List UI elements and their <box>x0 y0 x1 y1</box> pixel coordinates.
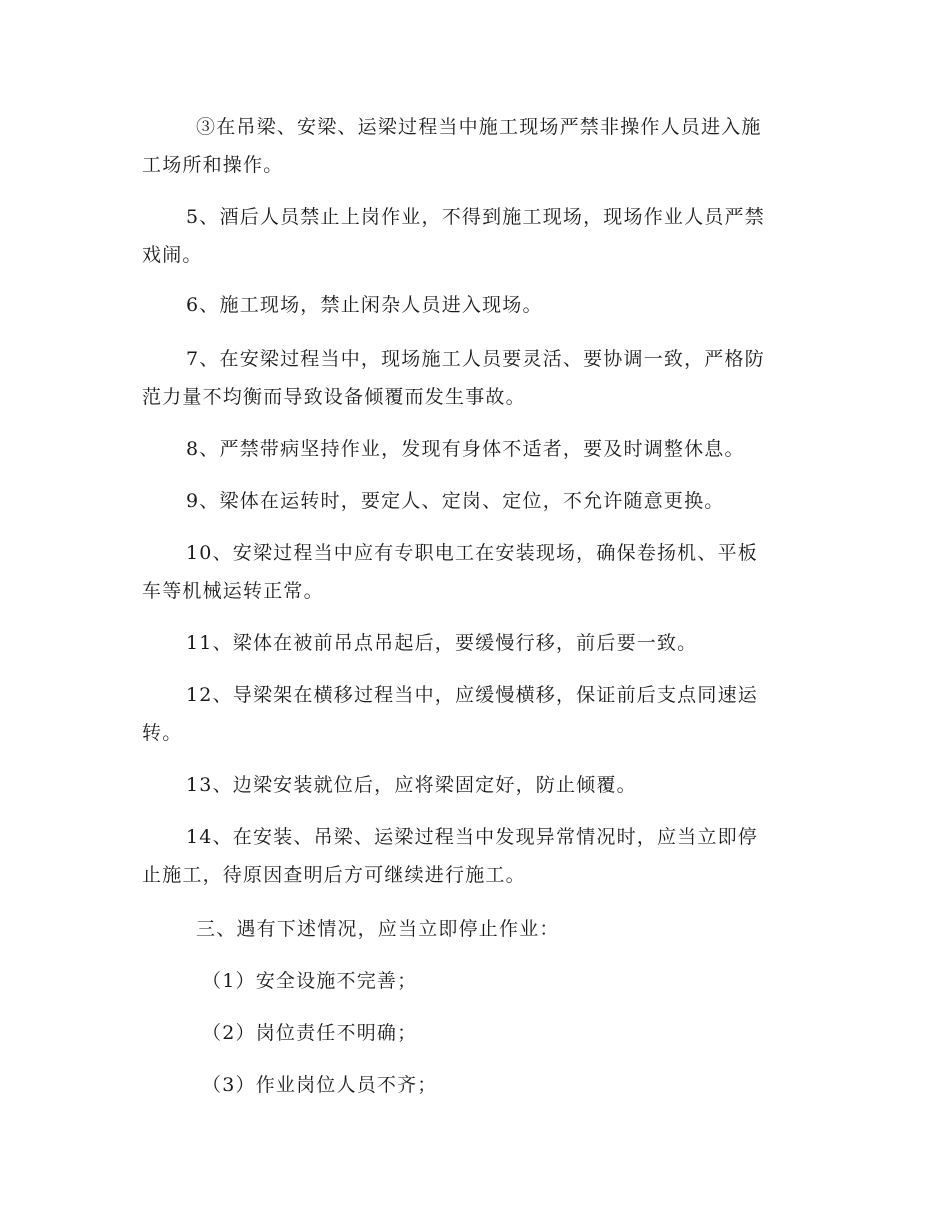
paragraph-line: 7、在安梁过程当中，现场施工人员要灵活、要协调一致，严格防 <box>186 348 765 370</box>
paragraph-line: （1）安全设施不完善； <box>202 970 418 992</box>
paragraph-8 <box>142 430 812 468</box>
list-item-1 <box>142 962 812 1000</box>
paragraph-line: 6、施工现场，禁止闲杂人员进入现场。 <box>186 294 543 316</box>
paragraph-10 <box>142 534 812 610</box>
paragraph-line: 5、酒后人员禁止上岗作业，不得到施工现场，现场作业人员严禁 <box>186 206 765 228</box>
paragraph-line: 10、安梁过程当中应有专职电工在安装现场，确保卷扬机、平板 <box>186 542 758 564</box>
paragraph-line: 工场所和操作。 <box>142 154 284 176</box>
paragraph-line: ③在吊梁、安梁、运梁过程当中施工现场严禁非操作人员进入施 <box>196 116 762 138</box>
paragraph-line: 三、遇有下述情况，应当立即停止作业： <box>196 918 560 940</box>
paragraph-line: 戏闹。 <box>142 244 203 266</box>
paragraph-line: （2）岗位责任不明确； <box>202 1022 418 1044</box>
paragraph-line: 13、边梁安装就位后，应将梁固定好，防止倾覆。 <box>186 774 637 796</box>
paragraph-9 <box>142 482 812 520</box>
paragraph-12 <box>142 676 812 752</box>
paragraph-3 <box>142 108 812 184</box>
paragraph-5 <box>142 198 812 274</box>
paragraph-line: 11、梁体在被前吊点吊起后，要缓慢行移，前后要一致。 <box>186 632 698 654</box>
paragraph-13 <box>142 766 812 804</box>
paragraph-line: 止施工，待原因查明后方可继续进行施工。 <box>142 864 526 886</box>
paragraph-6 <box>142 286 812 324</box>
section-heading-3 <box>142 910 812 948</box>
paragraph-14 <box>142 818 812 894</box>
paragraph-line: 范力量不均衡而导致设备倾覆而发生事故。 <box>142 386 526 408</box>
paragraph-line: 12、导梁架在横移过程当中，应缓慢横移，保证前后支点同速运 <box>186 684 758 706</box>
paragraph-line: 9、梁体在运转时，要定人、定岗、定位，不允许随意更换。 <box>186 490 725 512</box>
paragraph-line: 车等机械运转正常。 <box>142 580 324 602</box>
paragraph-line: 转。 <box>142 722 183 744</box>
paragraph-line: 14、在安装、吊梁、运梁过程当中发现异常情况时，应当立即停 <box>186 826 758 848</box>
paragraph-line: （3）作业岗位人员不齐； <box>202 1074 438 1096</box>
paragraph-line: 8、严禁带病坚持作业，发现有身体不适者，要及时调整休息。 <box>186 438 745 460</box>
list-item-3 <box>142 1066 812 1104</box>
list-item-2 <box>142 1014 812 1052</box>
paragraph-11 <box>142 624 812 662</box>
paragraph-7 <box>142 340 812 416</box>
